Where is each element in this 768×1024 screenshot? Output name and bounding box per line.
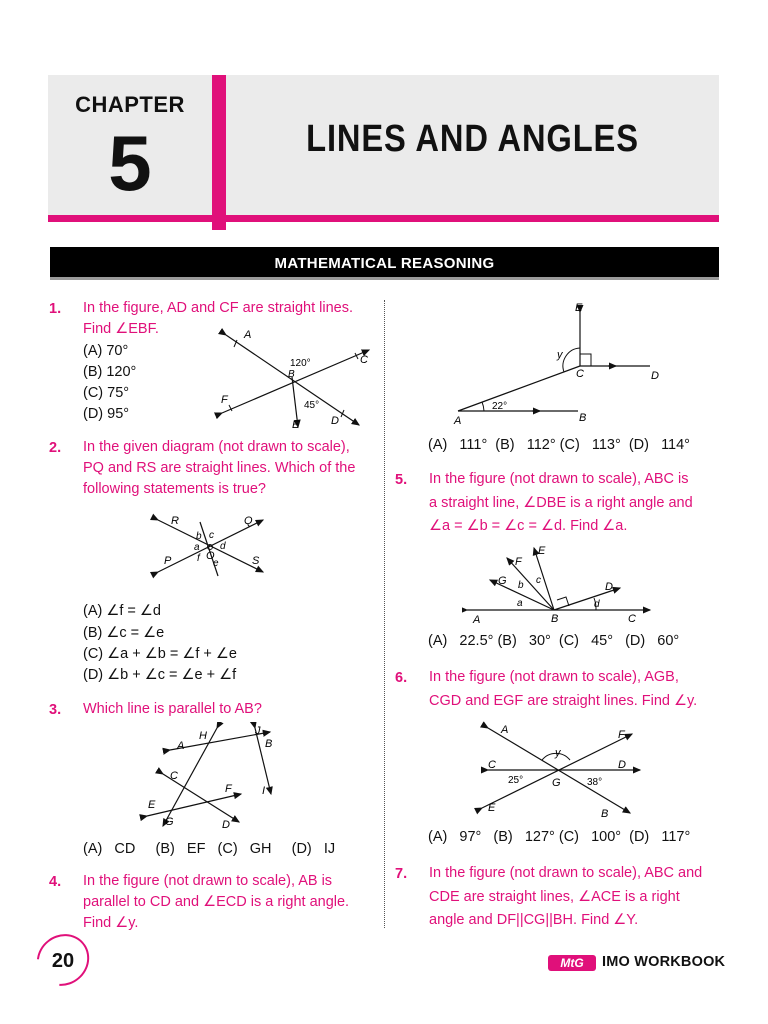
question-line: ∠a = ∠b = ∠c = ∠d. Find ∠a. (429, 518, 628, 534)
figure-q3 (135, 722, 295, 832)
chapter-title: LINES AND ANGLES (306, 118, 639, 160)
option[interactable]: (C) ∠a + ∠b = ∠f + ∠e (83, 646, 237, 662)
question-line: PQ and RS are straight lines. Which of the (83, 460, 356, 476)
label-a: A (501, 724, 509, 736)
label-e: E (488, 802, 496, 814)
header-accent-bar (48, 215, 719, 222)
label-e: E (538, 545, 546, 557)
page-number: 20 (51, 950, 75, 972)
label-d: D (618, 759, 626, 771)
label-f: F (221, 394, 228, 406)
question-line: Find ∠y. (83, 915, 139, 931)
angle-f: f (197, 553, 200, 564)
question-line: parallel to CD and ∠ECD is a right angle. (83, 894, 350, 910)
angle-c: c (536, 575, 541, 586)
header-divider (212, 75, 226, 230)
label-h: H (199, 730, 207, 742)
label-a: A (473, 614, 481, 626)
options-row[interactable]: (A) 22.5° (B) 30° (C) 45° (D) 60° (428, 633, 680, 649)
angle-a: a (194, 542, 200, 553)
question-text (83, 699, 373, 720)
brand-logo: MtG (548, 955, 596, 971)
question-line: In the figure (not drawn to scale), ABC is (429, 471, 689, 487)
question-number: 1. (49, 301, 62, 317)
question-line: In the figure (not drawn to scale), AB is (83, 873, 333, 889)
label-b: B (551, 613, 559, 625)
question-number: 3. (49, 702, 62, 718)
column-divider (384, 300, 385, 928)
label-g: G (552, 777, 561, 789)
label-a: A (244, 329, 252, 341)
angle-d: d (220, 541, 226, 552)
angle-label: 120° (290, 358, 311, 369)
label-b: B (601, 808, 609, 820)
option[interactable]: (B) ∠c = ∠e (83, 625, 165, 641)
label-f: F (618, 729, 625, 741)
line-ef (147, 794, 241, 816)
angle-a: a (517, 598, 523, 609)
angle-b: b (518, 580, 524, 591)
label-s: S (252, 555, 260, 567)
label-e: E (575, 302, 583, 314)
options-row[interactable]: (A) 97° (B) 127° (C) 100° (D) 117° (428, 829, 691, 845)
question-line: In the figure (not drawn to scale), AGB, (429, 669, 679, 685)
option[interactable]: (B) 120° (83, 364, 137, 380)
angle-b: b (196, 531, 202, 542)
question-line: angle and DF||CG||BH. Find ∠Y. (429, 912, 639, 928)
section-title: MATHEMATICAL REASONING (274, 255, 495, 272)
label-y: y (555, 747, 561, 759)
label-p: P (164, 555, 172, 567)
label-d: D (651, 370, 659, 382)
angle-label: 25° (508, 775, 524, 786)
label-a: A (454, 415, 462, 427)
angle-label: 22° (492, 401, 508, 412)
angle-d: d (594, 599, 600, 610)
question-number: 6. (395, 670, 408, 686)
question-line: CDE are straight lines, ∠ACE is a right (429, 888, 680, 905)
workbook-label: IMO WORKBOOK (602, 954, 726, 970)
label-c: C (360, 354, 368, 366)
question-text (429, 666, 719, 713)
line-egf (482, 734, 632, 808)
angle-label: 38° (587, 777, 603, 788)
angle-label: 45° (304, 400, 320, 411)
label-g: G (498, 575, 507, 587)
question-text (83, 871, 373, 934)
question-line: In the given diagram (not drawn to scale), (83, 439, 350, 455)
question-line: following statements is true? (83, 481, 266, 497)
label-c: C (488, 759, 496, 771)
question-number: 2. (49, 440, 62, 456)
label-j: J (255, 725, 261, 737)
label-c: C (170, 770, 178, 782)
label-f: F (515, 556, 522, 568)
label-o: O (206, 550, 215, 562)
label-a: A (177, 740, 185, 752)
option[interactable]: (A) ∠f = ∠d (83, 603, 161, 619)
option[interactable]: (A) 70° (83, 343, 129, 359)
question-text (429, 468, 719, 539)
label-c: C (576, 368, 584, 380)
label-b: B (265, 738, 273, 750)
label-d: D (331, 415, 339, 427)
label-d: D (605, 581, 613, 593)
label-d: D (222, 819, 230, 831)
question-line: Find ∠EBF. (83, 321, 159, 337)
question-number: 5. (395, 472, 408, 488)
option[interactable]: (C) 75° (83, 385, 130, 401)
label-e: E (148, 799, 156, 811)
figure-q1 (214, 325, 374, 435)
question-line: Which line is parallel to AB? (83, 701, 262, 717)
label-f: F (225, 783, 232, 795)
question-text (83, 437, 373, 500)
question-number: 7. (395, 866, 408, 882)
label-e: E (292, 419, 300, 431)
chapter-label: CHAPTER (75, 92, 185, 117)
figure-q5 (462, 540, 662, 628)
question-line: In the figure (not drawn to scale), ABC and (429, 865, 703, 881)
label-b: B (288, 369, 295, 380)
label-g: G (165, 816, 174, 828)
figure-q4 (440, 298, 680, 428)
question-line: a straight line, ∠DBE is a right angle and (429, 494, 693, 511)
label-c: C (628, 613, 636, 625)
options-row[interactable]: (A) 111° (B) 112° (C) 113° (D) 114° (428, 437, 690, 453)
options-row[interactable]: (A) CD (B) EF (C) GH (D) IJ (83, 841, 336, 857)
angle-c: c (209, 530, 214, 541)
question-line: In the figure, AD and CF are straight lines. (83, 300, 353, 316)
label-y: y (557, 349, 563, 361)
label-r: R (171, 515, 179, 527)
option[interactable]: (D) ∠b + ∠c = ∠e + ∠f (83, 667, 237, 683)
figure-q2 (150, 510, 272, 580)
chapter-number: 5 (108, 119, 152, 207)
figure-q6 (470, 718, 650, 824)
question-text (429, 862, 719, 933)
question-line: CGD and EGF are straight lines. Find ∠y. (429, 692, 698, 709)
option[interactable]: (D) 95° (83, 406, 130, 422)
label-i: I (262, 785, 266, 797)
label-q: Q (244, 515, 253, 527)
angle-e: e (213, 558, 219, 569)
label-b: B (579, 412, 587, 424)
line-ac (458, 366, 580, 411)
question-number: 4. (49, 874, 62, 890)
